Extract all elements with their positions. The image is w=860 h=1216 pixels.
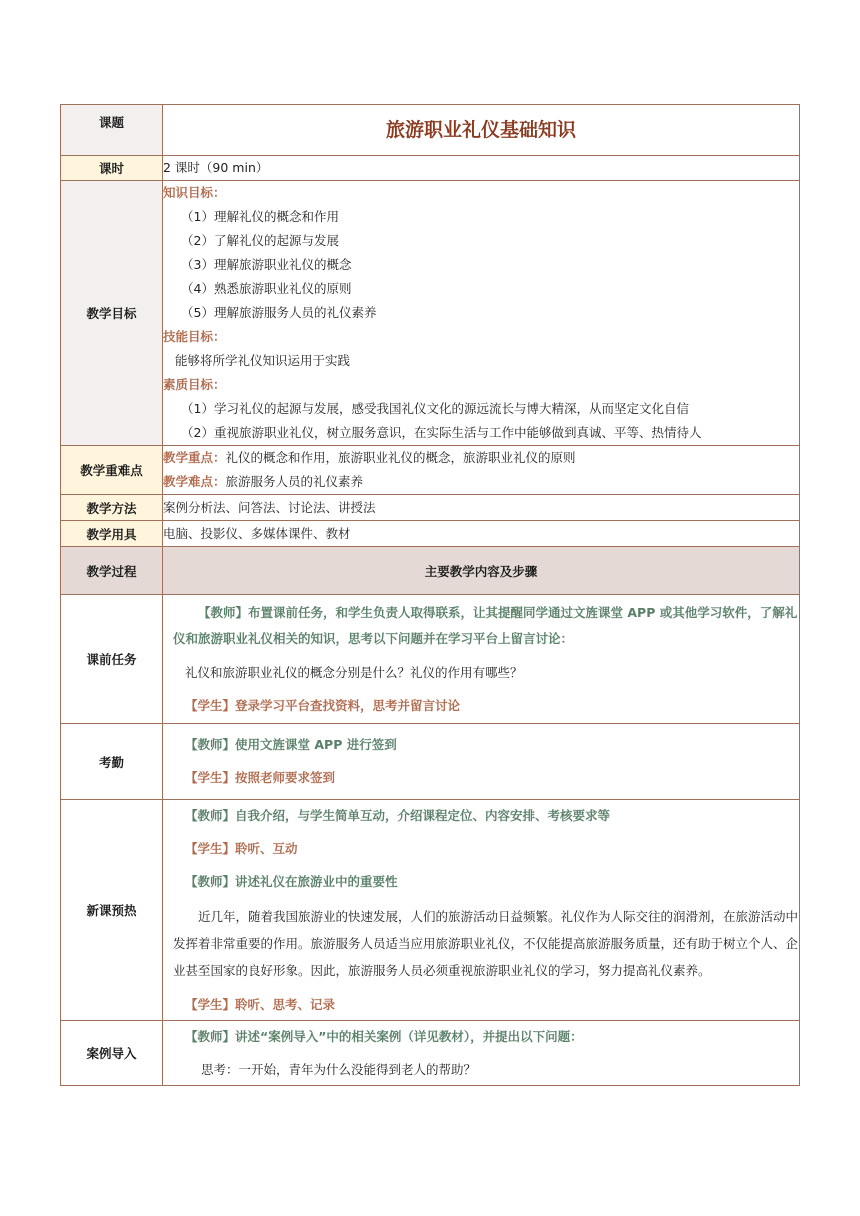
focus-text: 礼仪的概念和作用，旅游职业礼仪的概念，旅游职业礼仪的原则 bbox=[225, 450, 576, 465]
pre-task-row bbox=[61, 595, 800, 724]
hours-row bbox=[61, 156, 800, 181]
case-intro-teacher: 【教师】讲述“案例导入”中的相关案例（详见教材），并提出以下问题： bbox=[185, 1028, 583, 1044]
objectives-label: 教学目标 bbox=[61, 181, 163, 446]
quality-item: （2）重视旅游职业礼仪，树立服务意识，在实际生活与工作中能够做到真诚、平等、热情待人 bbox=[181, 425, 702, 440]
skill-item: 能够将所学礼仪知识运用于实践 bbox=[175, 353, 351, 368]
methods-value: 案例分析法、问答法、讨论法、讲授法 bbox=[163, 495, 800, 521]
case-intro-question: 思考：一开始，青年为什么没能得到老人的帮助？ bbox=[201, 1061, 477, 1077]
keypoints-content bbox=[163, 446, 800, 495]
hours-value: 2 课时（90 min） bbox=[163, 156, 800, 181]
lesson-plan-table bbox=[60, 104, 800, 1086]
knowledge-item: （2）了解礼仪的起源与发展 bbox=[181, 233, 339, 248]
methods-label: 教学方法 bbox=[61, 495, 163, 521]
attendance-row bbox=[61, 724, 800, 800]
lesson-title: 旅游职业礼仪基础知识 bbox=[163, 105, 800, 156]
pre-task-student: 【学生】登录学习平台查找资料，思考并留言讨论 bbox=[185, 698, 461, 713]
preview-teacher-2: 【教师】讲述礼仪在旅游业中的重要性 bbox=[185, 873, 398, 889]
pre-task-label: 课前任务 bbox=[61, 595, 163, 724]
tools-label: 教学用具 bbox=[61, 521, 163, 547]
pre-task-teacher: 【教师】布置课前任务，和学生负责人取得联系，让其提醒同学通过文旌课堂 APP 或其他学习软件，了解礼仪和旅游职业礼仪相关的知识，思考以下问题并在学习平台上留言讨论： bbox=[173, 605, 798, 646]
hours-label: 课时 bbox=[61, 156, 163, 181]
keypoints-label: 教学重难点 bbox=[61, 446, 163, 495]
difficulty-text: 旅游服务人员的礼仪素养 bbox=[225, 474, 364, 489]
preview-content bbox=[163, 800, 800, 1021]
attendance-student: 【学生】按照老师要求签到 bbox=[185, 770, 336, 785]
attendance-label: 考勤 bbox=[61, 724, 163, 800]
tools-value: 电脑、投影仪、多媒体课件、教材 bbox=[163, 521, 800, 547]
pre-task-question: 礼仪和旅游职业礼仪的概念分别是什么？礼仪的作用有哪些？ bbox=[185, 665, 523, 680]
preview-row bbox=[61, 800, 800, 1021]
knowledge-heading: 知识目标： bbox=[163, 185, 226, 200]
attendance-content bbox=[163, 724, 800, 800]
difficulty-heading: 教学难点： bbox=[163, 474, 226, 489]
title-label: 课题 bbox=[61, 105, 163, 156]
case-intro-label: 案例导入 bbox=[61, 1021, 163, 1086]
focus-line bbox=[163, 446, 799, 470]
process-header-left: 教学过程 bbox=[61, 547, 163, 595]
preview-student-1: 【学生】聆听、互动 bbox=[185, 840, 298, 856]
knowledge-item: （5）理解旅游服务人员的礼仪素养 bbox=[181, 305, 377, 320]
case-intro-content bbox=[163, 1021, 800, 1086]
objectives-row bbox=[61, 181, 800, 446]
difficulty-line bbox=[163, 470, 799, 494]
knowledge-item: （3）理解旅游职业礼仪的概念 bbox=[181, 257, 352, 272]
process-header-right: 主要教学内容及步骤 bbox=[163, 547, 800, 595]
pre-task-content bbox=[163, 595, 800, 724]
keypoints-row bbox=[61, 446, 800, 495]
attendance-teacher: 【教师】使用文旌课堂 APP 进行签到 bbox=[185, 737, 397, 752]
preview-student-2: 【学生】聆听、思考、记录 bbox=[185, 996, 336, 1012]
preview-paragraph: 近几年，随着我国旅游业的快速发展，人们的旅游活动日益频繁。礼仪作为人际交往的润滑剂，在旅游活动中发挥着非常重要的作用。旅游服务人员适当应用旅游职业礼仪，不仅能提高旅游服务质量，还有助于树立个人、企业甚至国家的良好形象。因此，旅游服务人员必须重视旅游职业礼仪的学习，努力提高礼仪素养。 bbox=[173, 908, 799, 978]
objectives-content bbox=[163, 181, 800, 446]
quality-item: （1）学习礼仪的起源与发展，感受我国礼仪文化的源远流长与博大精深，从而坚定文化自信 bbox=[181, 401, 689, 416]
preview-label: 新课预热 bbox=[61, 800, 163, 1021]
tools-row bbox=[61, 521, 800, 547]
focus-heading: 教学重点： bbox=[163, 450, 226, 465]
case-intro-row bbox=[61, 1021, 800, 1086]
skill-heading: 技能目标： bbox=[163, 329, 226, 344]
quality-heading: 素质目标： bbox=[163, 377, 226, 392]
knowledge-item: （4）熟悉旅游职业礼仪的原则 bbox=[181, 281, 352, 296]
process-header-row bbox=[61, 547, 800, 595]
preview-teacher-1: 【教师】自我介绍，与学生简单互动，介绍课程定位、内容安排、考核要求等 bbox=[185, 807, 611, 823]
knowledge-item: （1）理解礼仪的概念和作用 bbox=[181, 209, 339, 224]
title-row bbox=[61, 105, 800, 156]
methods-row bbox=[61, 495, 800, 521]
